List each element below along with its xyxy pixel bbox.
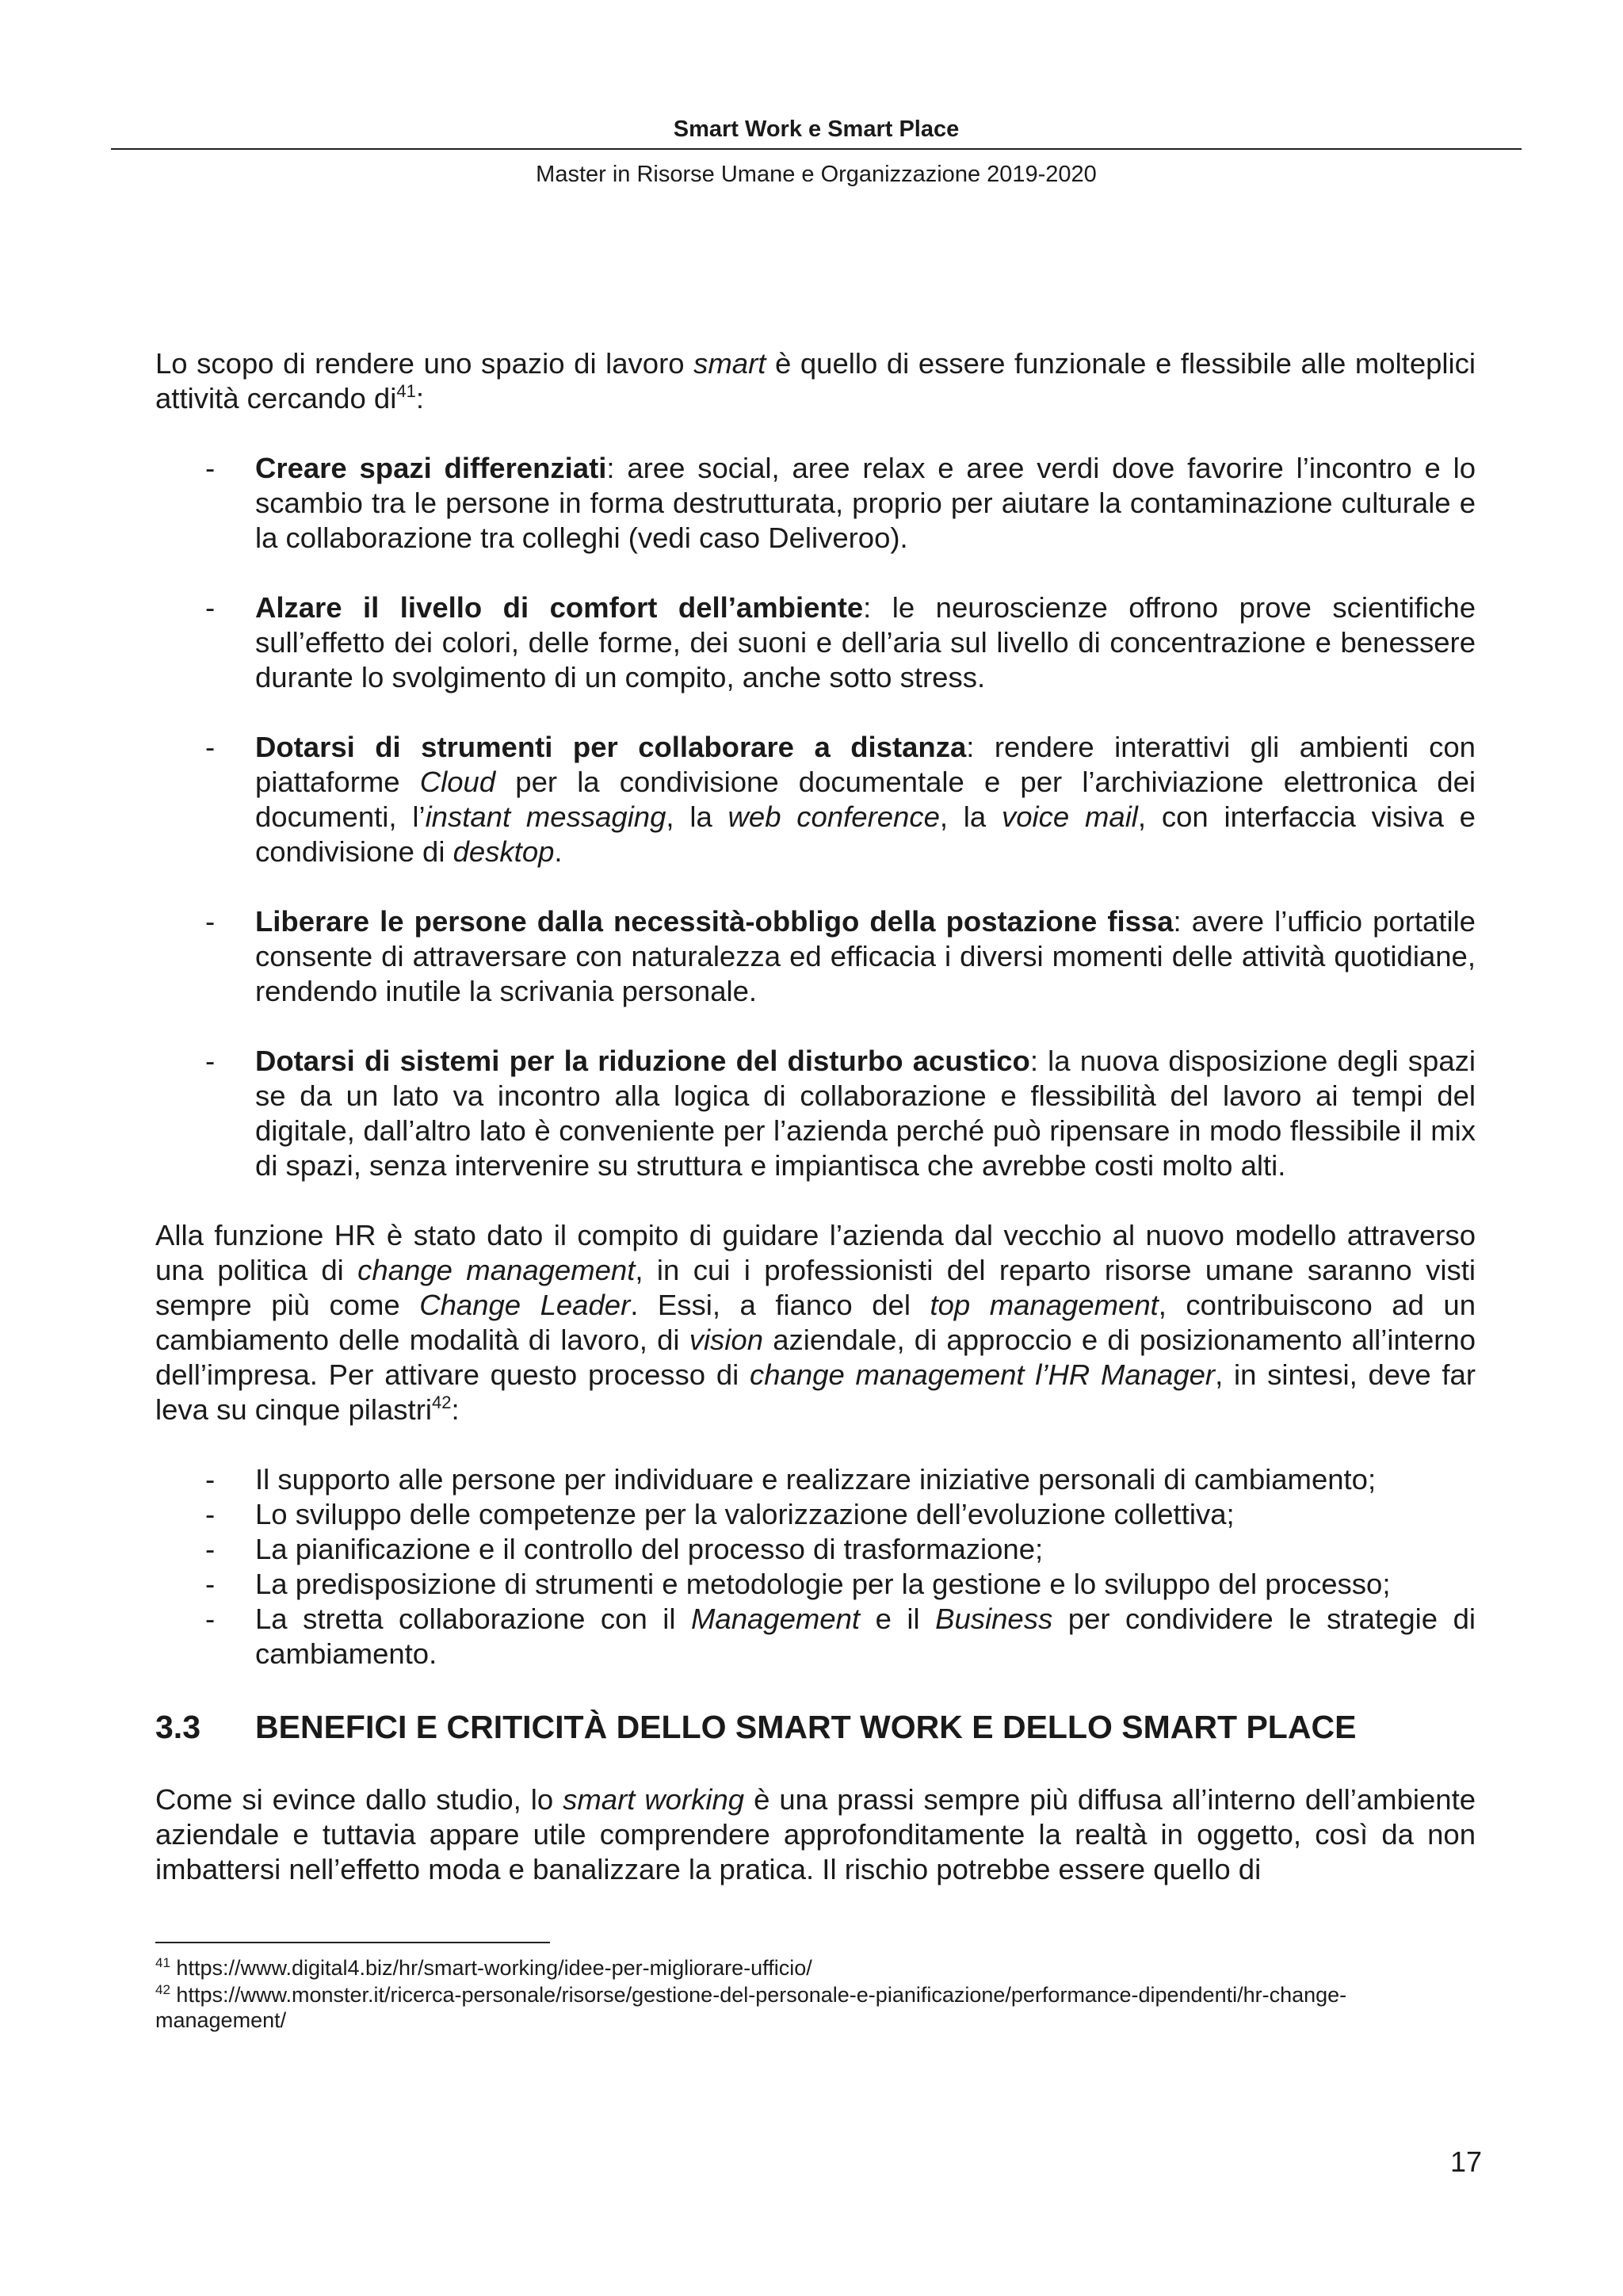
list-item-text: La predisposizione di strumenti e metodologie per la gestione e lo sviluppo del processo; (255, 1568, 1391, 1600)
hr-text: . Essi, a fianco del (630, 1289, 930, 1321)
list-item-text: Lo sviluppo delle competenze per la valorizzazione dell’evoluzione collettiva; (255, 1498, 1235, 1530)
footnote-41 (155, 1955, 1476, 1981)
intro-paragraph (155, 346, 1476, 416)
closing-text: Come si evince dallo studio, lo (155, 1783, 563, 1816)
closing-text: è una prassi sempre più diffusa all’interno dell’ambiente aziendale e tuttavia appare utile comprendere approfonditamente la realtà in oggetto, così da non imbattersi nell’effetto moda e banalizzare la pratica. Il rischio potrebbe essere quello di (155, 1783, 1476, 1885)
list-item-text: . (554, 835, 563, 868)
list-item-heading: Creare spazi differenziati (255, 452, 607, 484)
running-header (111, 115, 1522, 187)
list-item-text: La pianificazione e il controllo del processo di trasformazione; (255, 1533, 1044, 1565)
hr-italic: top management (930, 1289, 1159, 1321)
footnote-number: 41 (155, 1955, 170, 1970)
list-item-italic: desktop (453, 835, 555, 868)
hr-italic: change management (357, 1254, 636, 1286)
hr-text: aziendale, di approccio e di posizionamento all’interno dell’impresa. Per attivare questo processo di (155, 1324, 1476, 1391)
dash-bullet: - (205, 1568, 216, 1600)
section-title: BENEFICI E CRITICITÀ DELLO SMART WORK E DELLO SMART PLACE (255, 1709, 1357, 1745)
intro-text-3: : (415, 382, 424, 415)
footnote-link[interactable]: https://www.monster.it/ricerca-personale/risorse/gestione-del-personale-e-pianificazione/performance-dipendenti/hr-change-management/ (155, 1983, 1347, 2032)
dash-bullet: - (205, 591, 216, 624)
footnote-ref-41[interactable]: 41 (396, 381, 416, 401)
hr-pillars-list (155, 1462, 1476, 1671)
dash-bullet: - (205, 1533, 216, 1565)
list-item-text: : la nuova disposizione degli spazi se da un lato va incontro alla logica di collaborazione e flessibilità del lavoro ai tempi del digitale, dall’altro lato è conveniente per l’azienda perché può ripensare in modo flessibile il mix di spazi, senza intervenire su struttura e impiantisca che avrebbe costi molto alti. (255, 1045, 1476, 1182)
list-item-italic: Cloud (419, 766, 496, 798)
section-number: 3.3 (155, 1709, 200, 1745)
footnote-link[interactable]: https://www.digital4.biz/hr/smart-working/idee-per-migliorare-ufficio/ (170, 1956, 812, 1980)
list-item-text: : rendere interattivi gli ambienti con piattaforme (255, 731, 1476, 798)
list-item-italic: voice mail (1002, 800, 1138, 833)
list-item-text: : aree social, aree relax e aree verdi dove favorire l’incontro e lo scambio tra le persone in forma destrutturata, proprio per aiutare la contaminazione culturale e la collaborazione tra colleghi (vedi caso Deliveroo). (255, 452, 1476, 554)
list-item (155, 1567, 1476, 1602)
list-item (155, 1462, 1476, 1497)
dash-bullet: - (205, 731, 216, 763)
header-subtitle: Master in Risorse Umane e Organizzazione 2019-2020 (536, 162, 1097, 187)
section-heading (155, 1706, 1476, 1748)
hr-text: : (451, 1393, 460, 1426)
list-item-heading: Alzare il livello di comfort dell’ambiente (255, 591, 864, 624)
dash-bullet: - (205, 905, 216, 938)
footnote-separator (155, 1942, 550, 1943)
intro-text-2: è quello di essere funzionale e flessibile alle molteplici attività cercando di (155, 347, 1476, 415)
list-item (155, 590, 1476, 695)
list-item-text: Il supporto alle persone per individuare e realizzare iniziative personali di cambiamento; (255, 1463, 1377, 1496)
hr-text: , contribuiscono ad un cambiamento delle modalità di lavoro, di (155, 1289, 1476, 1356)
header-title: Smart Work e Smart Place (673, 117, 960, 142)
list-item-italic: Business (935, 1603, 1053, 1635)
dash-bullet: - (205, 1463, 216, 1496)
list-item-text: : le neuroscienze offrono prove scientifiche sull’effetto dei colori, delle forme, dei suoni e dell’aria sul livello di concentrazione e benessere durante lo svolgimento di un compito, anche sotto stress. (255, 591, 1476, 693)
hr-text: , in sintesi, deve far leva su cinque pilastri (155, 1358, 1476, 1426)
footnote-ref-42[interactable]: 42 (431, 1392, 452, 1412)
closing-paragraph (155, 1782, 1476, 1887)
hr-paragraph (155, 1218, 1476, 1427)
list-item (155, 1497, 1476, 1532)
intro-italic-smart: smart (693, 347, 766, 380)
dash-bullet: - (205, 1603, 216, 1635)
page-number: 17 (1449, 2145, 1482, 2178)
closing-italic: smart working (563, 1783, 745, 1816)
list-item (155, 1044, 1476, 1183)
hr-italic: Change Leader (419, 1289, 631, 1321)
list-item (155, 730, 1476, 869)
smart-space-goals-list (155, 451, 1476, 1183)
list-item-text: per la condivisione documentale e per l’archiviazione elettronica dei documenti, l’ (255, 766, 1476, 833)
list-item-heading: Dotarsi di strumenti per collaborare a distanza (255, 731, 967, 763)
hr-text: , in cui i professionisti del reparto risorse umane saranno visti sempre più come (155, 1254, 1476, 1321)
header-rule (111, 148, 1522, 150)
list-item-text: : avere l’ufficio portatile consente di attraversare con naturalezza ed efficacia i diversi momenti delle attività quotidiane, rendendo inutile la scrivania personale. (255, 905, 1476, 1007)
list-item-italic: Management (691, 1603, 861, 1635)
body-text (155, 346, 1476, 1922)
list-item (155, 451, 1476, 556)
footnotes (155, 1955, 1476, 2034)
list-item-text: , con interfaccia visiva e condivisione di (255, 800, 1476, 868)
hr-italic: vision (689, 1324, 764, 1356)
intro-text-1: Lo scopo di rendere uno spazio di lavoro (155, 347, 694, 380)
dash-bullet: - (205, 1045, 216, 1077)
list-item-italic: instant messaging (425, 800, 666, 833)
footnote-number: 42 (155, 1982, 170, 1997)
list-item-text: per condividere le strategie di cambiamento. (255, 1603, 1476, 1670)
dash-bullet: - (205, 452, 216, 484)
list-item (155, 904, 1476, 1009)
hr-text: Alla funzione HR è stato dato il compito di guidare l’azienda dal vecchio al nuovo modello attraverso una politica di (155, 1219, 1476, 1286)
list-item-heading: Dotarsi di sistemi per la riduzione del disturbo acustico (255, 1045, 1030, 1077)
list-item-text: e il (860, 1603, 936, 1635)
hr-italic: change management l’HR Manager (750, 1358, 1216, 1391)
list-item (155, 1532, 1476, 1567)
list-item-italic: web conference (727, 800, 940, 833)
list-item (155, 1602, 1476, 1671)
list-item-text: , la (666, 800, 728, 833)
list-item-text: , la (939, 800, 1002, 833)
list-item-heading: Liberare le persone dalla necessità-obbligo della postazione fissa (255, 905, 1174, 938)
footnote-42 (155, 1982, 1476, 2033)
dash-bullet: - (205, 1498, 216, 1530)
list-item-text: La stretta collaborazione con il (255, 1603, 691, 1635)
